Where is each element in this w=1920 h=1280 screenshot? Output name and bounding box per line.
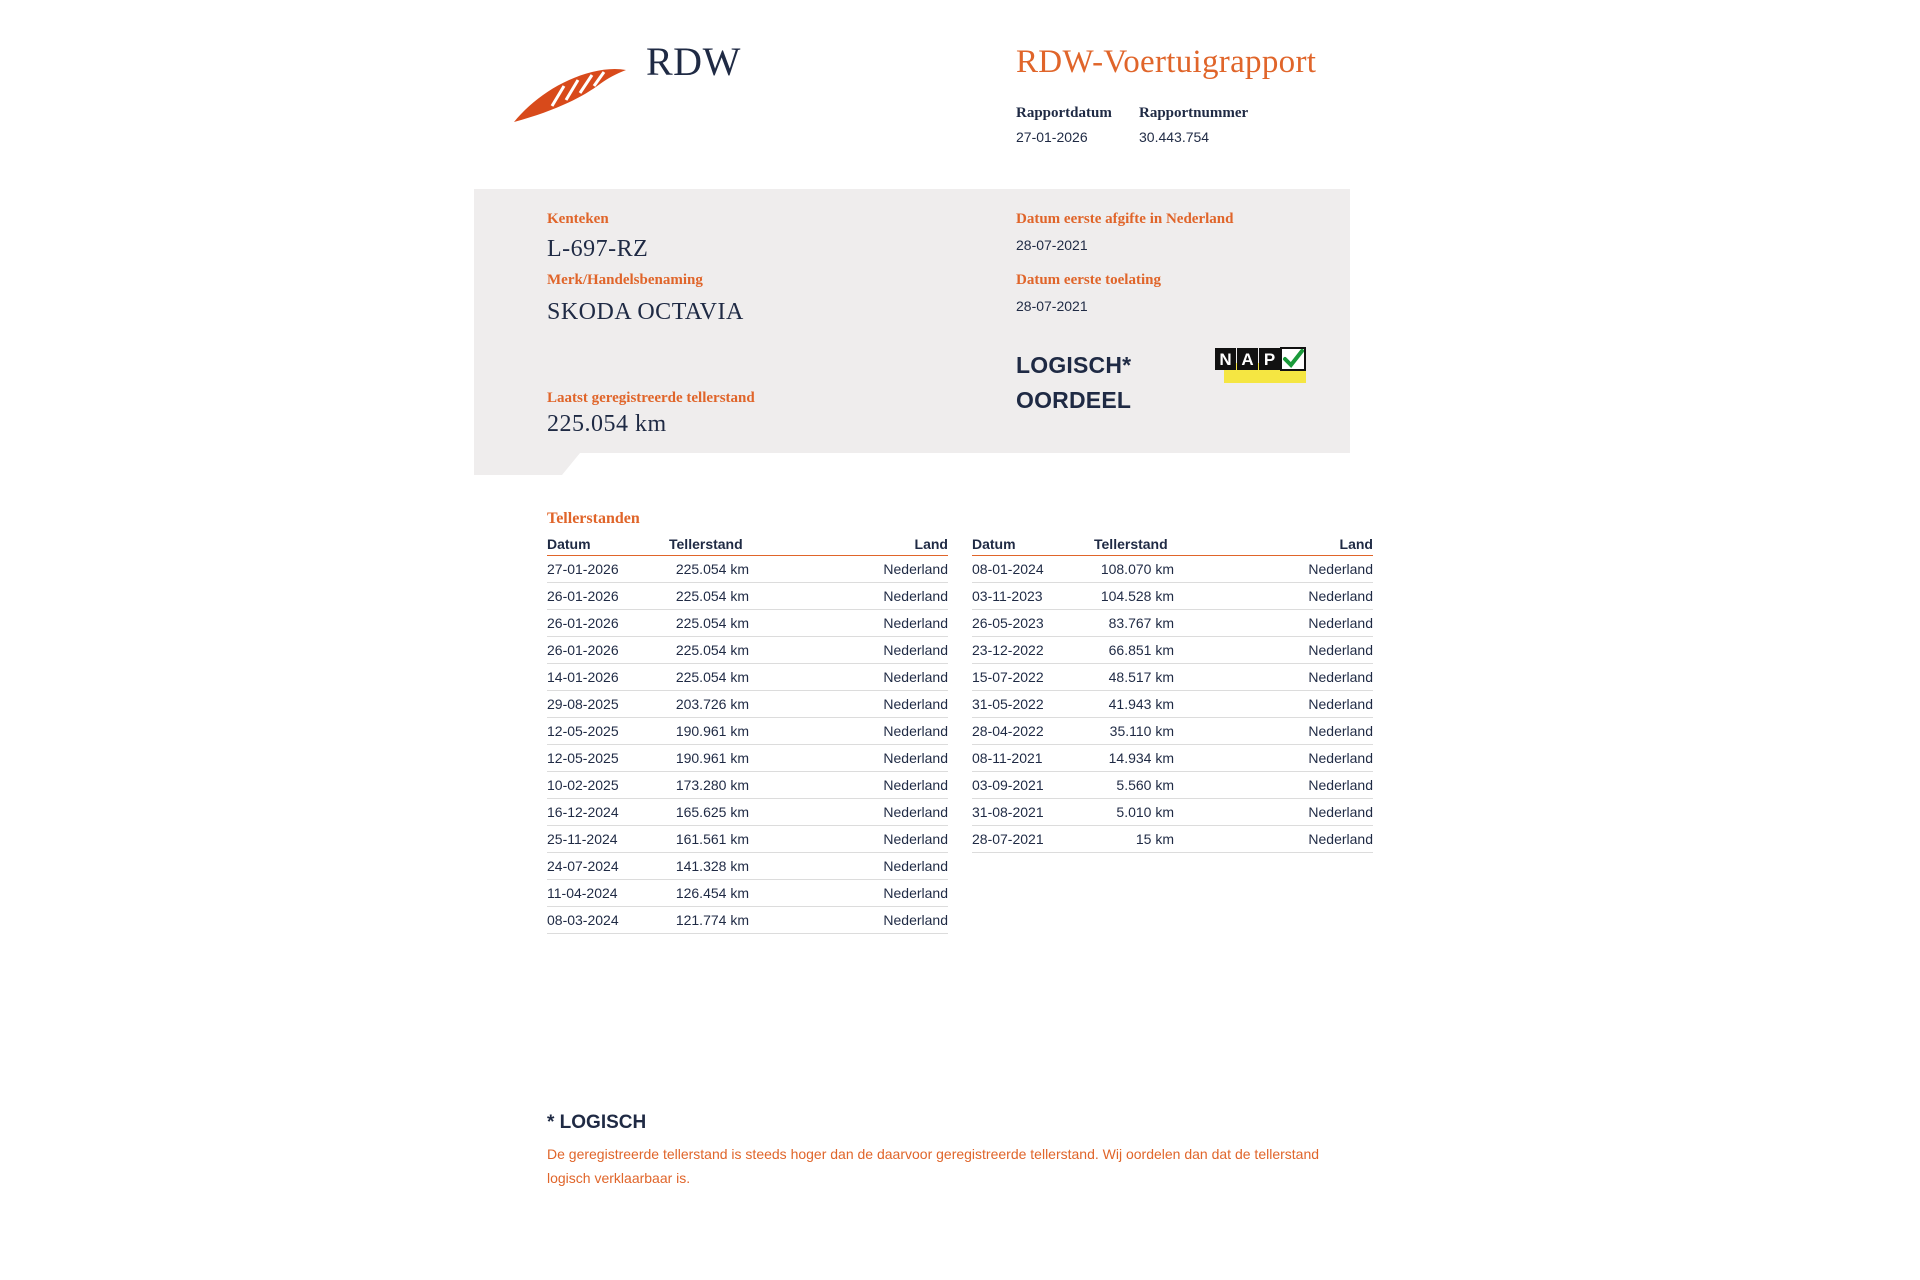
table-row: [547, 610, 948, 637]
row-date: 24-07-2024: [547, 858, 619, 874]
report-number-label: Rapportnummer: [1139, 105, 1249, 121]
row-date: 03-09-2021: [972, 777, 1044, 793]
first-admission-value: 28-07-2021: [1016, 298, 1088, 314]
row-km: 35.110 km: [1109, 723, 1174, 739]
row-km: 190.961 km: [675, 750, 749, 766]
row-date: 27-01-2026: [547, 561, 619, 577]
row-date: 26-01-2026: [547, 588, 619, 604]
row-country: Nederland: [883, 804, 948, 820]
row-date: 29-08-2025: [547, 696, 619, 712]
row-date: 03-11-2023: [972, 588, 1043, 604]
row-country: Nederland: [1308, 831, 1373, 847]
report-title: RDW-Voertuigrapport: [1016, 44, 1317, 80]
footnote-text: De geregistreerde tellerstand is steeds hoger dan de daarvoor geregistreerde tellerstand. Wij oordelen dan dat de tellerstand logisch verklaarbaar is.: [547, 1146, 1320, 1186]
row-date: 10-02-2025: [547, 777, 619, 793]
row-km: 225.054 km: [675, 669, 749, 685]
row-km: 190.961 km: [675, 723, 749, 739]
row-country: Nederland: [1308, 642, 1373, 658]
col-country: Land: [1339, 536, 1373, 552]
verdict: [1016, 348, 1131, 418]
row-date: 15-07-2022: [972, 669, 1044, 685]
plate-label: Kenteken: [547, 211, 609, 227]
first-issue-nl-label: Datum eerste afgifte in Nederland: [1016, 211, 1234, 227]
table-header: [972, 536, 1373, 556]
row-country: Nederland: [883, 858, 948, 874]
table-row: [547, 907, 948, 934]
table-row: [547, 745, 948, 772]
table-row: [547, 880, 948, 907]
row-date: 12-05-2025: [547, 750, 619, 766]
table-row: [972, 799, 1373, 826]
row-km: 203.726 km: [675, 696, 749, 712]
table-row: [972, 664, 1373, 691]
row-date: 11-04-2024: [547, 885, 618, 901]
row-country: Nederland: [883, 831, 948, 847]
first-admission-label: Datum eerste toelating: [1016, 272, 1161, 288]
col-date: Datum: [972, 536, 1016, 552]
row-country: Nederland: [883, 642, 948, 658]
col-date: Datum: [547, 536, 591, 552]
table-row: [547, 826, 948, 853]
row-country: Nederland: [883, 615, 948, 631]
report-number: 30.443.754: [1139, 129, 1210, 145]
row-km: 225.054 km: [675, 588, 749, 604]
nap-letter-p: P: [1263, 350, 1276, 369]
row-km: 165.625 km: [675, 804, 749, 820]
table-row: [972, 610, 1373, 637]
nap-letter-n: N: [1219, 350, 1232, 369]
row-date: 12-05-2025: [547, 723, 619, 739]
row-country: Nederland: [1308, 615, 1373, 631]
table-row: [547, 691, 948, 718]
table-row: [547, 853, 948, 880]
row-country: Nederland: [1308, 804, 1373, 820]
row-km: 41.943 km: [1108, 696, 1174, 712]
row-km: 121.774 km: [675, 912, 749, 928]
row-date: 26-01-2026: [547, 642, 619, 658]
first-issue-nl-value: 28-07-2021: [1016, 237, 1088, 253]
plate-value: L-697-RZ: [547, 236, 649, 262]
row-km: 173.280 km: [675, 777, 749, 793]
table-row: [972, 691, 1373, 718]
footnote-title: * LOGISCH: [547, 1112, 647, 1133]
row-country: Nederland: [1308, 777, 1373, 793]
odometer-label: Laatst geregistreerde tellerstand: [547, 390, 755, 406]
row-date: 28-07-2021: [972, 831, 1044, 847]
verdict-line-1: LOGISCH*: [1016, 352, 1132, 378]
tellerstanden-heading: Tellerstanden: [547, 510, 640, 527]
row-km: 5.560 km: [1116, 777, 1174, 793]
table-row: [972, 718, 1373, 745]
panel-tab-shape: [474, 453, 580, 475]
row-date: 16-12-2024: [547, 804, 619, 820]
row-date: 08-01-2024: [972, 561, 1044, 577]
row-country: Nederland: [883, 696, 948, 712]
col-country: Land: [914, 536, 948, 552]
report-date: 27-01-2026: [1016, 129, 1088, 145]
odometer-table-right: [972, 536, 1373, 853]
nap-letter-a: A: [1241, 350, 1254, 369]
row-country: Nederland: [883, 588, 948, 604]
row-km: 14.934 km: [1108, 750, 1174, 766]
col-km: Tellerstand: [669, 536, 743, 552]
row-date: 31-05-2022: [972, 696, 1044, 712]
table-row: [547, 799, 948, 826]
table-row: [547, 556, 948, 583]
row-country: Nederland: [1308, 723, 1373, 739]
row-km: 161.561 km: [675, 831, 749, 847]
table-row: [972, 772, 1373, 799]
row-km: 104.528 km: [1100, 588, 1174, 604]
verdict-line-2: OORDEEL: [1016, 387, 1132, 413]
row-date: 26-01-2026: [547, 615, 619, 631]
row-km: 5.010 km: [1116, 804, 1174, 820]
row-country: Nederland: [883, 669, 948, 685]
row-km: 225.054 km: [675, 642, 749, 658]
report-date-label: Rapportdatum: [1016, 105, 1112, 121]
table-row: [547, 772, 948, 799]
rdw-logo-icon: [512, 62, 628, 124]
table-row: [547, 718, 948, 745]
table-row: [547, 583, 948, 610]
odometer-value: 225.054 km: [547, 411, 667, 437]
table-row: [972, 745, 1373, 772]
row-country: Nederland: [1308, 696, 1373, 712]
table-row: [972, 826, 1373, 853]
row-date: 31-08-2021: [972, 804, 1044, 820]
row-date: 25-11-2024: [547, 831, 618, 847]
table-row: [972, 556, 1373, 583]
row-country: Nederland: [1308, 750, 1373, 766]
table-row: [547, 664, 948, 691]
logo-text: RDW: [646, 39, 741, 84]
row-date: 14-01-2026: [547, 669, 619, 685]
row-km: 15 km: [1135, 831, 1174, 847]
row-country: Nederland: [1308, 588, 1373, 604]
row-country: Nederland: [883, 885, 948, 901]
row-country: Nederland: [883, 723, 948, 739]
row-country: Nederland: [883, 912, 948, 928]
row-km: 83.767 km: [1108, 615, 1174, 631]
table-row: [972, 637, 1373, 664]
row-km: 66.851 km: [1108, 642, 1174, 658]
brand-label: Merk/Handelsbenaming: [547, 272, 703, 288]
nap-badge-icon: [1214, 347, 1306, 383]
row-km: 141.328 km: [675, 858, 749, 874]
row-km: 126.454 km: [675, 885, 749, 901]
row-date: 08-11-2021: [972, 750, 1043, 766]
row-country: Nederland: [1308, 669, 1373, 685]
table-row: [547, 637, 948, 664]
col-km: Tellerstand: [1094, 536, 1168, 552]
brand-value: SKODA OCTAVIA: [547, 299, 744, 325]
row-km: 48.517 km: [1108, 669, 1174, 685]
row-country: Nederland: [883, 750, 948, 766]
row-km: 225.054 km: [675, 615, 749, 631]
row-km: 108.070 km: [1100, 561, 1174, 577]
odometer-table-left: [547, 536, 948, 934]
row-country: Nederland: [883, 777, 948, 793]
row-country: Nederland: [883, 561, 948, 577]
row-date: 08-03-2024: [547, 912, 619, 928]
row-date: 26-05-2023: [972, 615, 1044, 631]
row-date: 23-12-2022: [972, 642, 1044, 658]
row-km: 225.054 km: [675, 561, 749, 577]
row-country: Nederland: [1308, 561, 1373, 577]
table-header: [547, 536, 948, 556]
table-row: [972, 583, 1373, 610]
row-date: 28-04-2022: [972, 723, 1044, 739]
